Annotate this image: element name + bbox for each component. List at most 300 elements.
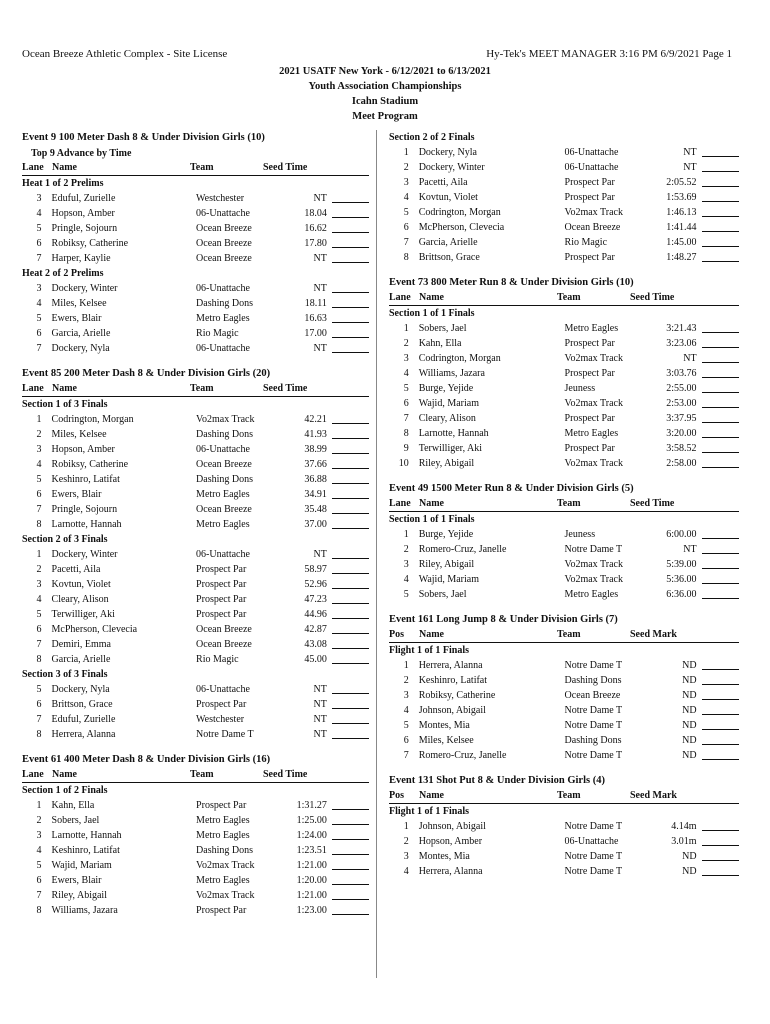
entry-lane: 3 [403,353,409,364]
column-header-name: Name [52,162,77,173]
entry-seed: NT [683,147,697,158]
entry-row [389,733,739,748]
result-blank-line [332,888,369,900]
result-blank-line [702,205,739,217]
entry-name: Cleary, Alison [418,413,476,424]
entry-seed: 45.00 [304,654,327,665]
result-blank-line [332,251,369,263]
entry-lane: 6 [403,398,409,409]
result-blank-line [702,542,739,554]
entry-name: Montes, Mia [418,851,470,862]
entry-seed: 3:23.06 [666,338,697,349]
entry-name: Sobers, Jael [418,589,467,600]
entry-lane: 8 [403,252,409,263]
entry-row [389,381,739,396]
entry-team: Ocean Breeze [196,504,252,515]
entry-row [22,697,369,712]
entry-seed: NT [683,353,697,364]
entry-team: Dashing Dons [196,845,253,856]
entry-team: Metro Eagles [196,489,250,500]
entry-row [389,542,739,557]
result-blank-line [332,442,369,454]
result-blank-line [332,813,369,825]
event-title: Event 9 100 Meter Dash 8 & Under Division Girls (10) [22,132,265,143]
result-blank-line [702,673,739,685]
column-header-team: Team [557,629,581,640]
result-blank-line [332,592,369,604]
entry-team: Notre Dame T [564,821,623,832]
entry-name: Ewers, Blair [51,875,102,886]
entry-row [22,442,369,457]
entry-seed: 1:48.27 [666,252,697,263]
entry-team: Vo2max Track [564,353,623,364]
entry-lane: 4 [36,208,42,219]
entry-name: Johnson, Abigail [418,705,486,716]
column-header-team: Team [557,498,581,509]
event-spacer [22,918,369,924]
entry-row [389,658,739,673]
entry-name: Montes, Mia [418,720,470,731]
entry-seed: 37.00 [304,519,327,530]
entry-name: Dockery, Nyla [418,147,477,158]
result-blank-line [332,412,369,424]
result-blank-line [332,858,369,870]
result-blank-line [332,221,369,233]
result-blank-line [332,296,369,308]
entry-seed: ND [682,866,697,877]
entry-seed: 18.11 [304,298,327,309]
entry-row [389,426,739,441]
result-blank-line [702,351,739,363]
entry-row [389,688,739,703]
result-blank-line [702,703,739,715]
entry-team: 06-Unattache [564,836,619,847]
column-header-name: Name [52,769,77,780]
column-header-row [22,161,369,176]
entry-lane: 1 [403,529,409,540]
result-blank-line [702,366,739,378]
entry-name: Kovtun, Violet [418,192,478,203]
result-blank-line [332,727,369,739]
entry-row [22,281,369,296]
entry-team: Notre Dame T [564,660,623,671]
result-blank-line [332,682,369,694]
entry-seed: 3:21.43 [666,323,697,334]
entry-row [22,296,369,311]
entry-lane: 5 [36,609,42,620]
entry-row [389,527,739,542]
entry-row [22,487,369,502]
entry-seed: 2:55.00 [666,383,697,394]
result-blank-line [332,457,369,469]
entry-team: Metro Eagles [196,815,250,826]
result-blank-line [702,527,739,539]
entry-name: Miles, Kelsee [51,298,107,309]
entry-row [22,712,369,727]
entry-lane: 5 [403,383,409,394]
entry-seed: 17.80 [304,238,327,249]
entry-row [389,849,739,864]
section-title: Section 1 of 1 Finals [389,308,475,319]
entry-team: 06-Unattache [196,208,250,219]
entry-lane: 8 [36,729,42,740]
event-title: Event 85 200 Meter Dash 8 & Under Division Girls (20) [22,368,271,379]
entry-seed: 3.01m [671,836,697,847]
entry-seed: NT [313,283,327,294]
entry-row [389,160,739,175]
entry-name: Keshinro, Latifat [418,675,488,686]
entry-name: Brittson, Grace [51,699,113,710]
event-title: Event 131 Shot Put 8 & Under Division Girls (4) [389,775,605,786]
result-blank-line [332,502,369,514]
entry-name: Wajid, Mariam [418,398,479,409]
entry-team: Dashing Dons [196,298,253,309]
column-header-seed: Seed Time [263,769,308,780]
event-title: Event 73 800 Meter Run 8 & Under Division Girls (10) [389,277,634,288]
entry-team: Vo2max Track [564,207,623,218]
entry-name: Garcia, Arielle [51,654,111,665]
entry-seed: 2:53.00 [666,398,697,409]
entry-row [389,321,739,336]
entry-row [389,456,739,471]
entry-name: Dockery, Nyla [51,684,110,695]
result-blank-line [332,326,369,338]
result-blank-line [702,381,739,393]
entry-seed: ND [682,750,697,761]
entry-name: Eduful, Zurielle [51,714,116,725]
entry-name: Riley, Abigail [51,890,107,901]
entry-team: Prospect Par [196,564,247,575]
result-blank-line [702,235,739,247]
entry-name: Robiksy, Catherine [51,459,129,470]
result-blank-line [332,828,369,840]
entry-row [22,592,369,607]
result-blank-line [332,697,369,709]
entry-seed: 47.23 [304,594,327,605]
section-title: Flight 1 of 1 Finals [389,645,470,656]
entry-lane: 2 [36,564,42,575]
entry-lane: 1 [36,414,42,425]
entry-name: Terwilliger, Aki [51,609,115,620]
result-blank-line [702,658,739,670]
result-blank-line [332,798,369,810]
entry-seed: 1:24.00 [296,830,327,841]
entry-seed: 16.63 [304,313,327,324]
entry-lane: 4 [403,705,409,716]
entry-team: Prospect Par [564,443,615,454]
entry-team: Metro Eagles [196,830,250,841]
entry-seed: 1:20.00 [296,875,327,886]
entry-seed: 3:37.95 [666,413,697,424]
entry-row [22,562,369,577]
entry-seed: NT [313,253,327,264]
entry-seed: 58.97 [304,564,327,575]
entry-lane: 7 [36,253,42,264]
entry-row [22,903,369,918]
section-title: Section 1 of 1 Finals [389,514,475,525]
entry-seed: 42.87 [304,624,327,635]
entry-team: Vo2max Track [196,860,255,871]
entry-row [389,351,739,366]
column-header-seed: Seed Mark [630,790,677,801]
result-blank-line [702,733,739,745]
entry-lane: 7 [403,237,409,248]
column-header-name: Name [52,383,77,394]
result-blank-line [702,220,739,232]
entry-lane: 10 [398,458,409,469]
result-blank-line [332,607,369,619]
entry-team: Prospect Par [196,800,247,811]
section-title: Section 1 of 2 Finals [22,785,108,796]
result-blank-line [702,336,739,348]
entry-seed: 37.66 [304,459,327,470]
entry-row [22,637,369,652]
entry-name: Herrera, Alanna [418,866,483,877]
entry-seed: 1:25.00 [296,815,327,826]
entry-seed: 35.48 [304,504,327,515]
entry-name: Keshinro, Latifat [51,845,120,856]
entry-name: Brittson, Grace [418,252,480,263]
entry-lane: 5 [403,589,409,600]
entry-lane: 6 [36,699,42,710]
entry-seed: 52.96 [304,579,327,590]
entry-row [22,221,369,236]
entry-team: Notre Dame T [564,705,623,716]
entry-seed: 4.14m [671,821,697,832]
entry-team: Prospect Par [564,338,615,349]
entry-lane: 7 [36,714,42,725]
entry-row [22,341,369,356]
column-header-seed: Seed Time [630,498,675,509]
entry-name: Herrera, Alanna [418,660,483,671]
entry-seed: NT [313,714,327,725]
entry-seed: 1:21.00 [296,890,327,901]
entry-row [389,587,739,602]
entry-lane: 5 [403,207,409,218]
entry-name: Johnson, Abigail [418,821,486,832]
entry-team: Dashing Dons [564,675,622,686]
result-blank-line [702,557,739,569]
column-header-seed: Seed Time [263,383,308,394]
entry-team: Vo2max Track [564,398,623,409]
entry-row [389,834,739,849]
entry-lane: 1 [36,549,42,560]
entry-seed: 17.00 [304,328,327,339]
column-header-team: Team [557,292,581,303]
entry-row [389,572,739,587]
result-blank-line [702,864,739,876]
entry-team: Metro Eagles [196,875,250,886]
entry-seed: NT [313,193,327,204]
entry-seed: 3:20.00 [666,428,697,439]
entry-team: Ocean Breeze [196,459,252,470]
entry-row [22,412,369,427]
entry-lane: 7 [36,890,42,901]
event-spacer [389,265,739,271]
result-blank-line [702,190,739,202]
column-header-row [389,497,739,512]
result-blank-line [702,688,739,700]
entry-seed: 36.88 [304,474,327,485]
entry-name: Garcia, Arielle [51,328,111,339]
entry-row [389,145,739,160]
entry-seed: NT [313,699,327,710]
section-title: Heat 2 of 2 Prelims [22,268,104,279]
entry-name: Robiksy, Catherine [51,238,129,249]
entry-team: Westchester [196,714,245,725]
entry-name: Wajid, Mariam [51,860,112,871]
entry-lane: 9 [403,443,409,454]
entry-team: Dashing Dons [196,429,253,440]
entry-team: Prospect Par [564,368,615,379]
entry-name: Dockery, Winter [51,549,118,560]
event-spacer [389,879,739,885]
result-blank-line [702,396,739,408]
entry-seed: 42.21 [304,414,327,425]
site-license-label: Ocean Breeze Athletic Complex - Site License [22,48,228,60]
entry-team: Ocean Breeze [564,690,621,701]
entry-row [22,843,369,858]
entry-team: Prospect Par [564,252,615,263]
entry-team: Vo2max Track [196,890,255,901]
result-blank-line [332,873,369,885]
entry-name: Romero-Cruz, Janelle [418,750,507,761]
entry-name: Williams, Jazara [418,368,485,379]
result-blank-line [702,587,739,599]
column-header-team: Team [190,383,214,394]
entry-seed: 3:58.52 [666,443,697,454]
entry-row [22,206,369,221]
entry-lane: 4 [36,594,42,605]
entry-team: Ocean Breeze [196,253,252,264]
entry-lane: 2 [36,429,42,440]
entry-row [22,813,369,828]
entry-lane: 4 [403,368,409,379]
column-header-lane: Lane [22,769,44,780]
result-blank-line [702,849,739,861]
entry-row [389,190,739,205]
column-header-seed: Seed Time [263,162,308,173]
entry-row [22,191,369,206]
entry-lane: 6 [36,489,42,500]
entry-row [389,235,739,250]
entry-lane: 3 [403,851,409,862]
entry-team: Rio Magic [564,237,608,248]
entry-seed: ND [682,660,697,671]
entry-name: Eduful, Zurielle [51,193,116,204]
entry-lane: 6 [36,238,42,249]
result-blank-line [702,145,739,157]
entry-row [22,652,369,667]
entry-seed: 3:03.76 [666,368,697,379]
column-divider [376,130,377,978]
entry-team: Metro Eagles [196,313,250,324]
entry-lane: 3 [403,690,409,701]
entry-seed: NT [313,684,327,695]
entry-row [22,311,369,326]
entry-row [22,858,369,873]
entry-lane: 3 [36,579,42,590]
entry-team: Dashing Dons [196,474,253,485]
entry-team: Metro Eagles [196,519,250,530]
event-title: Event 161 Long Jump 8 & Under Division Girls (7) [389,614,618,625]
entry-team: Jeuness [564,383,596,394]
entry-name: Wajid, Mariam [418,574,479,585]
entry-team: Metro Eagles [564,428,619,439]
result-blank-line [702,748,739,760]
column-header-name: Name [419,790,444,801]
entry-team: Westchester [196,193,245,204]
result-blank-line [702,441,739,453]
entry-team: Ocean Breeze [196,639,252,650]
result-blank-line [702,426,739,438]
entry-row [389,175,739,190]
result-blank-line [332,341,369,353]
entry-name: Codrington, Morgan [51,414,134,425]
entry-name: Terwilliger, Aki [418,443,483,454]
entry-lane: 4 [36,845,42,856]
column-header-lane: Lane [22,383,44,394]
result-blank-line [332,206,369,218]
result-blank-line [332,472,369,484]
entry-lane: 5 [36,860,42,871]
entry-name: Larnotte, Hannah [51,519,122,530]
entry-name: Herrera, Alanna [51,729,116,740]
result-blank-line [332,622,369,634]
meet-title-line: Meet Program [352,111,418,122]
entry-lane: 2 [403,544,409,555]
entry-row [389,718,739,733]
entry-team: Vo2max Track [564,574,623,585]
result-blank-line [702,718,739,730]
result-blank-line [702,819,739,831]
entry-team: 06-Unattache [564,147,619,158]
column-header-name: Name [419,629,444,640]
right-column [389,130,739,885]
entry-lane: 3 [403,177,409,188]
result-blank-line [702,321,739,333]
entry-seed: 1:23.51 [296,845,327,856]
result-blank-line [332,843,369,855]
entry-row [22,577,369,592]
entry-seed: ND [682,735,697,746]
entry-row [389,205,739,220]
result-blank-line [332,577,369,589]
entry-seed: ND [682,675,697,686]
entry-name: Pringle, Sojourn [51,504,118,515]
entry-lane: 4 [36,459,42,470]
entry-seed: 16.62 [304,223,327,234]
entry-lane: 6 [403,735,409,746]
entry-seed: 2:05.52 [666,177,697,188]
entry-row [22,517,369,532]
entry-seed: 6:36.00 [666,589,697,600]
entry-row [22,888,369,903]
result-blank-line [332,712,369,724]
entry-lane: 2 [403,675,409,686]
column-header-team: Team [190,162,214,173]
entry-seed: 5:39.00 [666,559,697,570]
entry-lane: 4 [36,298,42,309]
result-blank-line [702,250,739,262]
entry-row [22,472,369,487]
entry-name: Robiksy, Catherine [418,690,496,701]
entry-row [22,622,369,637]
meet-title-line: 2021 USATF New York - 6/12/2021 to 6/13/2021 [279,66,491,77]
entry-lane: 1 [403,147,409,158]
entry-lane: 7 [36,343,42,354]
entry-team: 06-Unattache [196,343,250,354]
